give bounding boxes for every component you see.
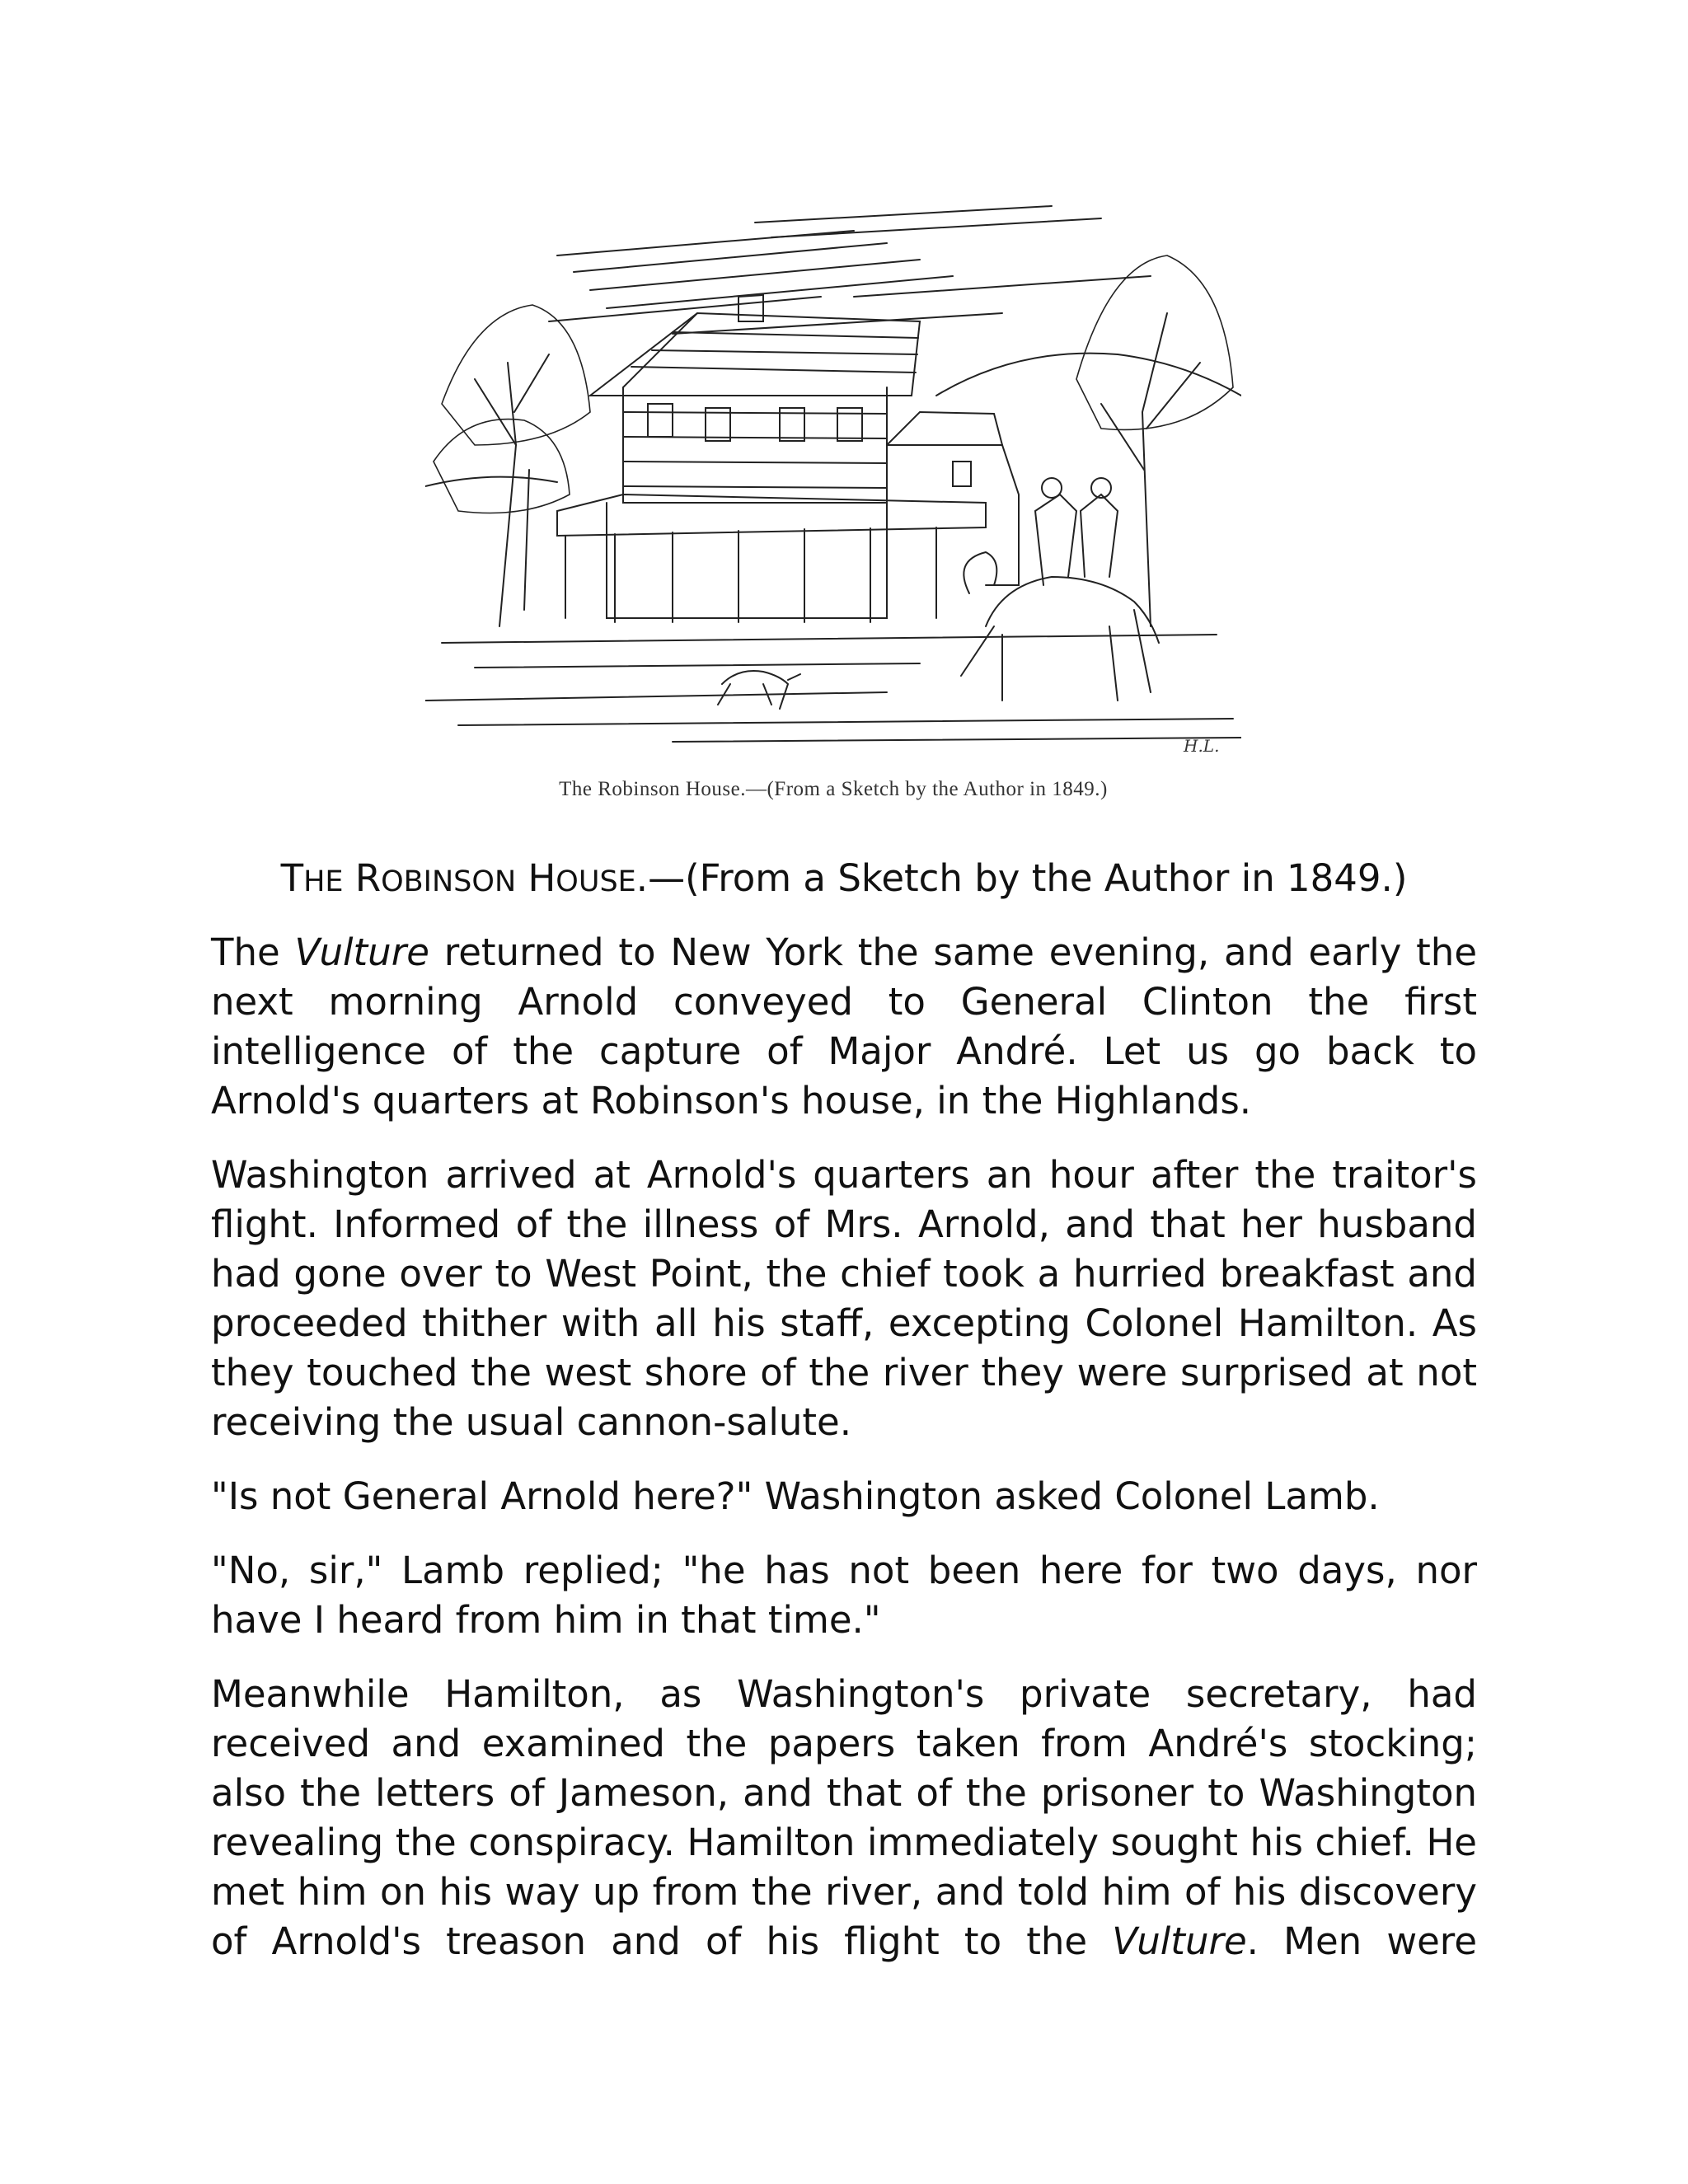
paragraph-1-start: The bbox=[211, 930, 295, 974]
paragraph-5-end: . Men were bbox=[1246, 1919, 1478, 1963]
paragraph-1-rest: returned to New York the same evening, and early the next morning Arnold conveyed to General Clinton the first intelligence of the capture of Major André. Let us go back to Arnold's quarters at Robinson's house, in the Highlands. bbox=[211, 930, 1478, 1122]
engraver-signature: H.L. bbox=[1184, 736, 1220, 756]
paragraph-5 bbox=[211, 1670, 1477, 1966]
engraving-drawing bbox=[425, 198, 1241, 766]
caption-smallcaps-obinson: OBINSON bbox=[381, 865, 517, 898]
paragraph-3: "Is not General Arnold here?" Washington asked Colonel Lamb. bbox=[211, 1474, 1380, 1518]
caption-smallcaps-r: R bbox=[354, 856, 382, 900]
ship-name-vulture: Vulture bbox=[294, 930, 429, 974]
ship-name-vulture-2: Vulture bbox=[1112, 1919, 1247, 1963]
figure-caption bbox=[211, 854, 1477, 907]
caption-smallcaps-h: H bbox=[528, 856, 556, 900]
caption-smallcaps-ouse: OUSE bbox=[556, 865, 636, 898]
caption-smallcaps-he: HE bbox=[303, 865, 344, 898]
caption-rest: .—(From a Sketch by the Author in 1849.) bbox=[635, 856, 1408, 900]
caption-smallcaps-t: T bbox=[280, 856, 304, 900]
body-text bbox=[211, 928, 1477, 1991]
paragraph-1 bbox=[211, 928, 1477, 1126]
robinson-house-engraving bbox=[425, 198, 1241, 766]
paragraph-5-start: Meanwhile Hamilton, as Washington's private secretary, had received and examined the papers taken from André's stocking; also the letters of Jameson, and that of the prisoner to Washington revealing the conspiracy. Hamilton immediately sought his chief. He met him on his way up from the river, and told him of his discovery of Arnold's treason and of his flight to the bbox=[211, 1672, 1477, 1963]
paragraph-4: "No, sir," Lamb replied; "he has not been here for two days, nor have I heard from him in that time." bbox=[211, 1549, 1477, 1642]
engraving-printed-caption: The Robinson House.—(From a Sketch by the Author in 1849.) bbox=[559, 778, 1108, 800]
paragraph-2: Washington arrived at Arnold's quarters an hour after the traitor's flight. Informed of the illness of Mrs. Arnold, and that her husband had gone over to West Point, the chief took a hurried breakfast and proceeded thither with all his staff, excepting Colonel Hamilton. As they touched the west shore of the river they were surprised at not receiving the usual cannon-salute. bbox=[211, 1153, 1477, 1444]
